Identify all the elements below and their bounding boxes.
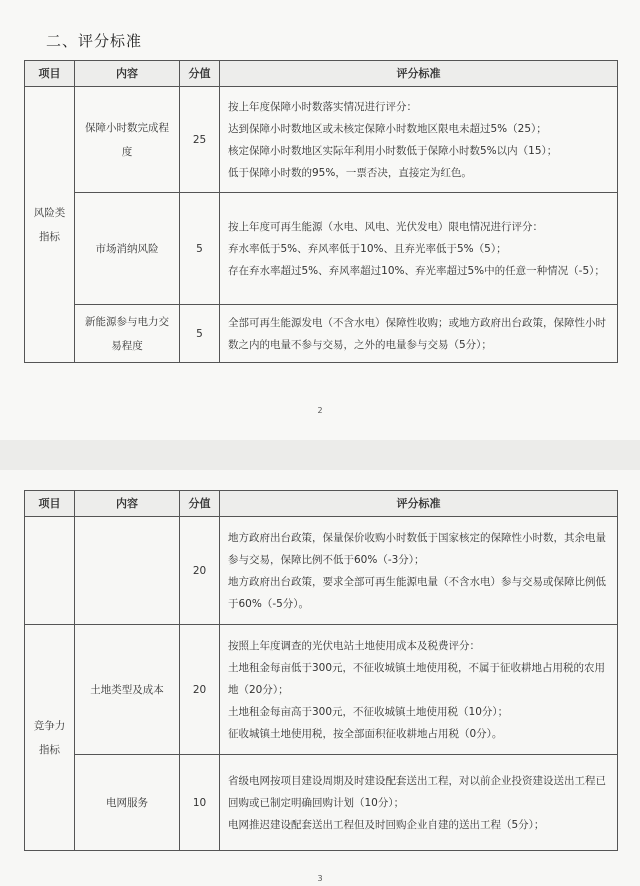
category-cell: 风险类指标 — [25, 87, 75, 363]
table-row — [25, 87, 618, 193]
header-criteria: 评分标准 — [220, 491, 618, 517]
section-title: 二、评分标准 — [46, 32, 143, 50]
criteria-line: 土地租金每亩低于300元，不征收城镇土地使用税，不属于征收耕地占用税的农用地（20分）； — [228, 661, 606, 696]
score-cell: 10 — [180, 755, 220, 851]
criteria-line: 达到保障小时数地区或未核定保障小时数地区限电未超过5%（25）； — [228, 122, 547, 135]
table-row — [25, 517, 618, 625]
table-header-row — [25, 61, 618, 87]
scoring-table-1 — [24, 60, 618, 363]
content-cell: 新能源参与电力交易程度 — [75, 305, 180, 363]
content-cell — [75, 517, 180, 625]
page-gap — [0, 440, 640, 470]
scoring-table-2 — [24, 490, 618, 851]
table-row — [25, 625, 618, 755]
criteria-cell — [220, 625, 618, 755]
criteria-line: 核定保障小时数地区实际年利用小时数低于保障小时数5%以内（15）； — [228, 144, 558, 157]
criteria-line: 征收城镇土地使用税，按全部面积征收耕地占用税（0分）。 — [228, 727, 503, 740]
criteria-line: 地方政府出台政策，要求全部可再生能源电量（不含水电）参与交易或保障比例低于60%（-5分）。 — [228, 575, 606, 610]
content-cell: 土地类型及成本 — [75, 625, 180, 755]
content-cell: 市场消纳风险 — [75, 193, 180, 305]
header-criteria: 评分标准 — [220, 61, 618, 87]
header-content: 内容 — [75, 61, 180, 87]
criteria-cell — [220, 517, 618, 625]
criteria-line: 低于保障小时数的95%，一票否决，直接定为红色。 — [228, 166, 472, 179]
criteria-line: 全部可再生能源发电（不含水电）保障性收购；或地方政府出台政策，保障性小时数之内的电量不参与交易，之外的电量参与交易（5分）； — [228, 316, 606, 351]
category-cell: 竞争力指标 — [25, 625, 75, 851]
header-content: 内容 — [75, 491, 180, 517]
header-score: 分值 — [180, 491, 220, 517]
criteria-cell — [220, 193, 618, 305]
criteria-cell — [220, 755, 618, 851]
score-cell: 20 — [180, 625, 220, 755]
criteria-line: 地方政府出台政策，保量保价收购小时数低于国家核定的保障性小时数，其余电量参与交易，保障比例不低于60%（-3分）； — [228, 531, 606, 566]
table-row — [25, 305, 618, 363]
document-page-3 — [0, 470, 640, 886]
page-number: 2 — [317, 406, 323, 415]
criteria-line: 电网推迟建设配套送出工程但及时回购企业自建的送出工程（5分）； — [228, 818, 545, 831]
table-header-row — [25, 491, 618, 517]
criteria-line: 按上年度可再生能源（水电、风电、光伏发电）限电情况进行评分： — [228, 220, 543, 233]
score-cell: 20 — [180, 517, 220, 625]
page-number: 3 — [317, 874, 323, 883]
score-cell: 25 — [180, 87, 220, 193]
document-page-2 — [0, 0, 640, 440]
header-item: 项目 — [25, 61, 75, 87]
table-row — [25, 193, 618, 305]
criteria-line: 存在弃水率超过5%、弃风率超过10%、弃光率超过5%中的任意一种情况（-5）； — [228, 264, 605, 277]
criteria-line: 弃水率低于5%、弃风率低于10%、且弃光率低于5%（5）； — [228, 242, 507, 255]
header-item: 项目 — [25, 491, 75, 517]
criteria-line: 按照上年度调查的光伏电站土地使用成本及税费评分： — [228, 639, 480, 652]
criteria-cell — [220, 87, 618, 193]
criteria-line: 按上年度保障小时数落实情况进行评分： — [228, 100, 417, 113]
score-cell: 5 — [180, 305, 220, 363]
header-score: 分值 — [180, 61, 220, 87]
category-cell-empty — [25, 517, 75, 625]
table-row — [25, 755, 618, 851]
criteria-cell — [220, 305, 618, 363]
criteria-line: 土地租金每亩高于300元，不征收城镇土地使用税（10分）； — [228, 705, 509, 718]
score-cell: 5 — [180, 193, 220, 305]
content-cell: 电网服务 — [75, 755, 180, 851]
criteria-line: 省级电网按项目建设周期及时建设配套送出工程，对以前企业投资建设送出工程已回购或已制定明确回购计划（10分）； — [228, 774, 606, 809]
content-cell: 保障小时数完成程度 — [75, 87, 180, 193]
